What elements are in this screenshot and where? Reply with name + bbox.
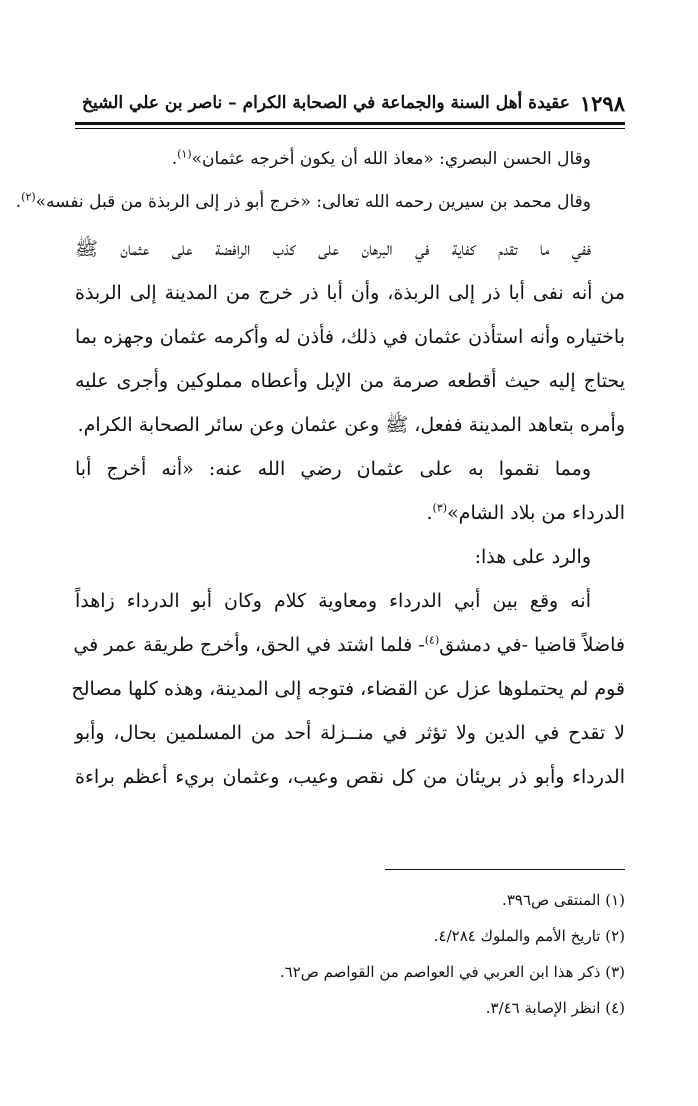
text-line: أنه وقع بين أبي الدرداء ومعاوية كلام وكان أبو الدرداء زاهداً <box>75 590 591 612</box>
running-header <box>75 88 625 118</box>
paragraph-abu-darda-claim <box>75 447 625 535</box>
footnote-separator <box>385 869 625 870</box>
quote-ibn-sirin <box>15 178 625 227</box>
running-title: عقيدة أهل السنة والجماعة في الصحابة الكرام – ناصر بن علي الشيخ <box>81 93 570 113</box>
footnote-ref-2: (٢) <box>21 190 36 204</box>
text-line: الدرداء وأبو ذر بريئان من كل نقص وعيب، وعثمان بريء أعظم براءة <box>75 766 625 788</box>
text-line: باختياره وأنه استأذن عثمان في ذلك، فأذن له وأكرمه عثمان وجهزه بما <box>75 326 625 348</box>
footnotes <box>75 882 625 1026</box>
paragraph-reply <box>71 579 625 799</box>
footnote-ref-4: (٤) <box>424 633 440 647</box>
main-text <box>15 140 625 799</box>
footnote-ref-1: (١) <box>177 147 192 161</box>
page-number: ١٢٩٨ <box>579 90 625 116</box>
text-line: لا تقدح في الدين ولا تؤثر في منــزلة أحد من المسلمين بحال، وأبو <box>75 722 625 744</box>
footnote-ref-3: (٣) <box>432 501 448 515</box>
header-rule-thin <box>75 128 625 129</box>
footnote-3: (٣) ذكر هذا ابن العربي في العواصم من القواصم ص٦٢. <box>279 963 625 981</box>
text-line: ومما نقموا به على عثمان رضي الله عنه: «أنه أخرج أبا <box>75 458 591 480</box>
footnote-2: (٢) تاريخ الأمم والملوك ٤/٢٨٤. <box>433 927 625 945</box>
footnote-1: (١) المنتقى ص٣٩٦. <box>502 891 625 909</box>
text-line: ففي ما تقدم كفاية في البرهان على كذب الرافضة على عثمان ﷺ <box>75 238 591 260</box>
text-line: الدرداء من بلاد الشام»$^{(٣)}$. <box>426 501 625 524</box>
text-line: وأمره بتعاهد المدينة ففعل، ﷺ وعن عثمان وعن سائر الصحابة الكرام. <box>77 414 625 436</box>
text-line: يحتاج إليه حيث أقطعه صرمة من الإبل وأعطاه مملوكين وأجرى عليه <box>75 370 625 392</box>
header-rule-thick <box>75 122 625 125</box>
text-line: وقال الحسن البصري: «معاذ الله أن يكون أخرجه عثمان»$^{(١)}$. <box>171 147 591 169</box>
footnote-4: (٤) انظر الإصابة ٣/٤٦. <box>485 999 625 1017</box>
quote-hasan-basri <box>75 140 625 178</box>
reply-heading <box>75 535 625 579</box>
text-line: قوم لم يحتملوها عزل عن القضاء، فتوجه إلى المدينة، وهذه كلها مصالح <box>71 678 625 700</box>
text-line: فاضلاً قاضيا -في دمشق$^{(٤)}$- فلما اشتد في الحق، وأخرج طريقة عمر في <box>73 633 625 656</box>
text-line: وقال محمد بن سيرين رحمه الله تعالى: «خرج أبو ذر إلى الربذة من قبل نفسه»$^{(٢)}$. <box>15 190 591 212</box>
paragraph-rebuttal-rafida <box>75 227 625 447</box>
text-line: والرد على هذا: <box>474 546 591 568</box>
text-line: من أنه نفى أبا ذر إلى الربذة، وأن أبا ذر خرج من المدينة إلى الربذة <box>75 282 625 304</box>
